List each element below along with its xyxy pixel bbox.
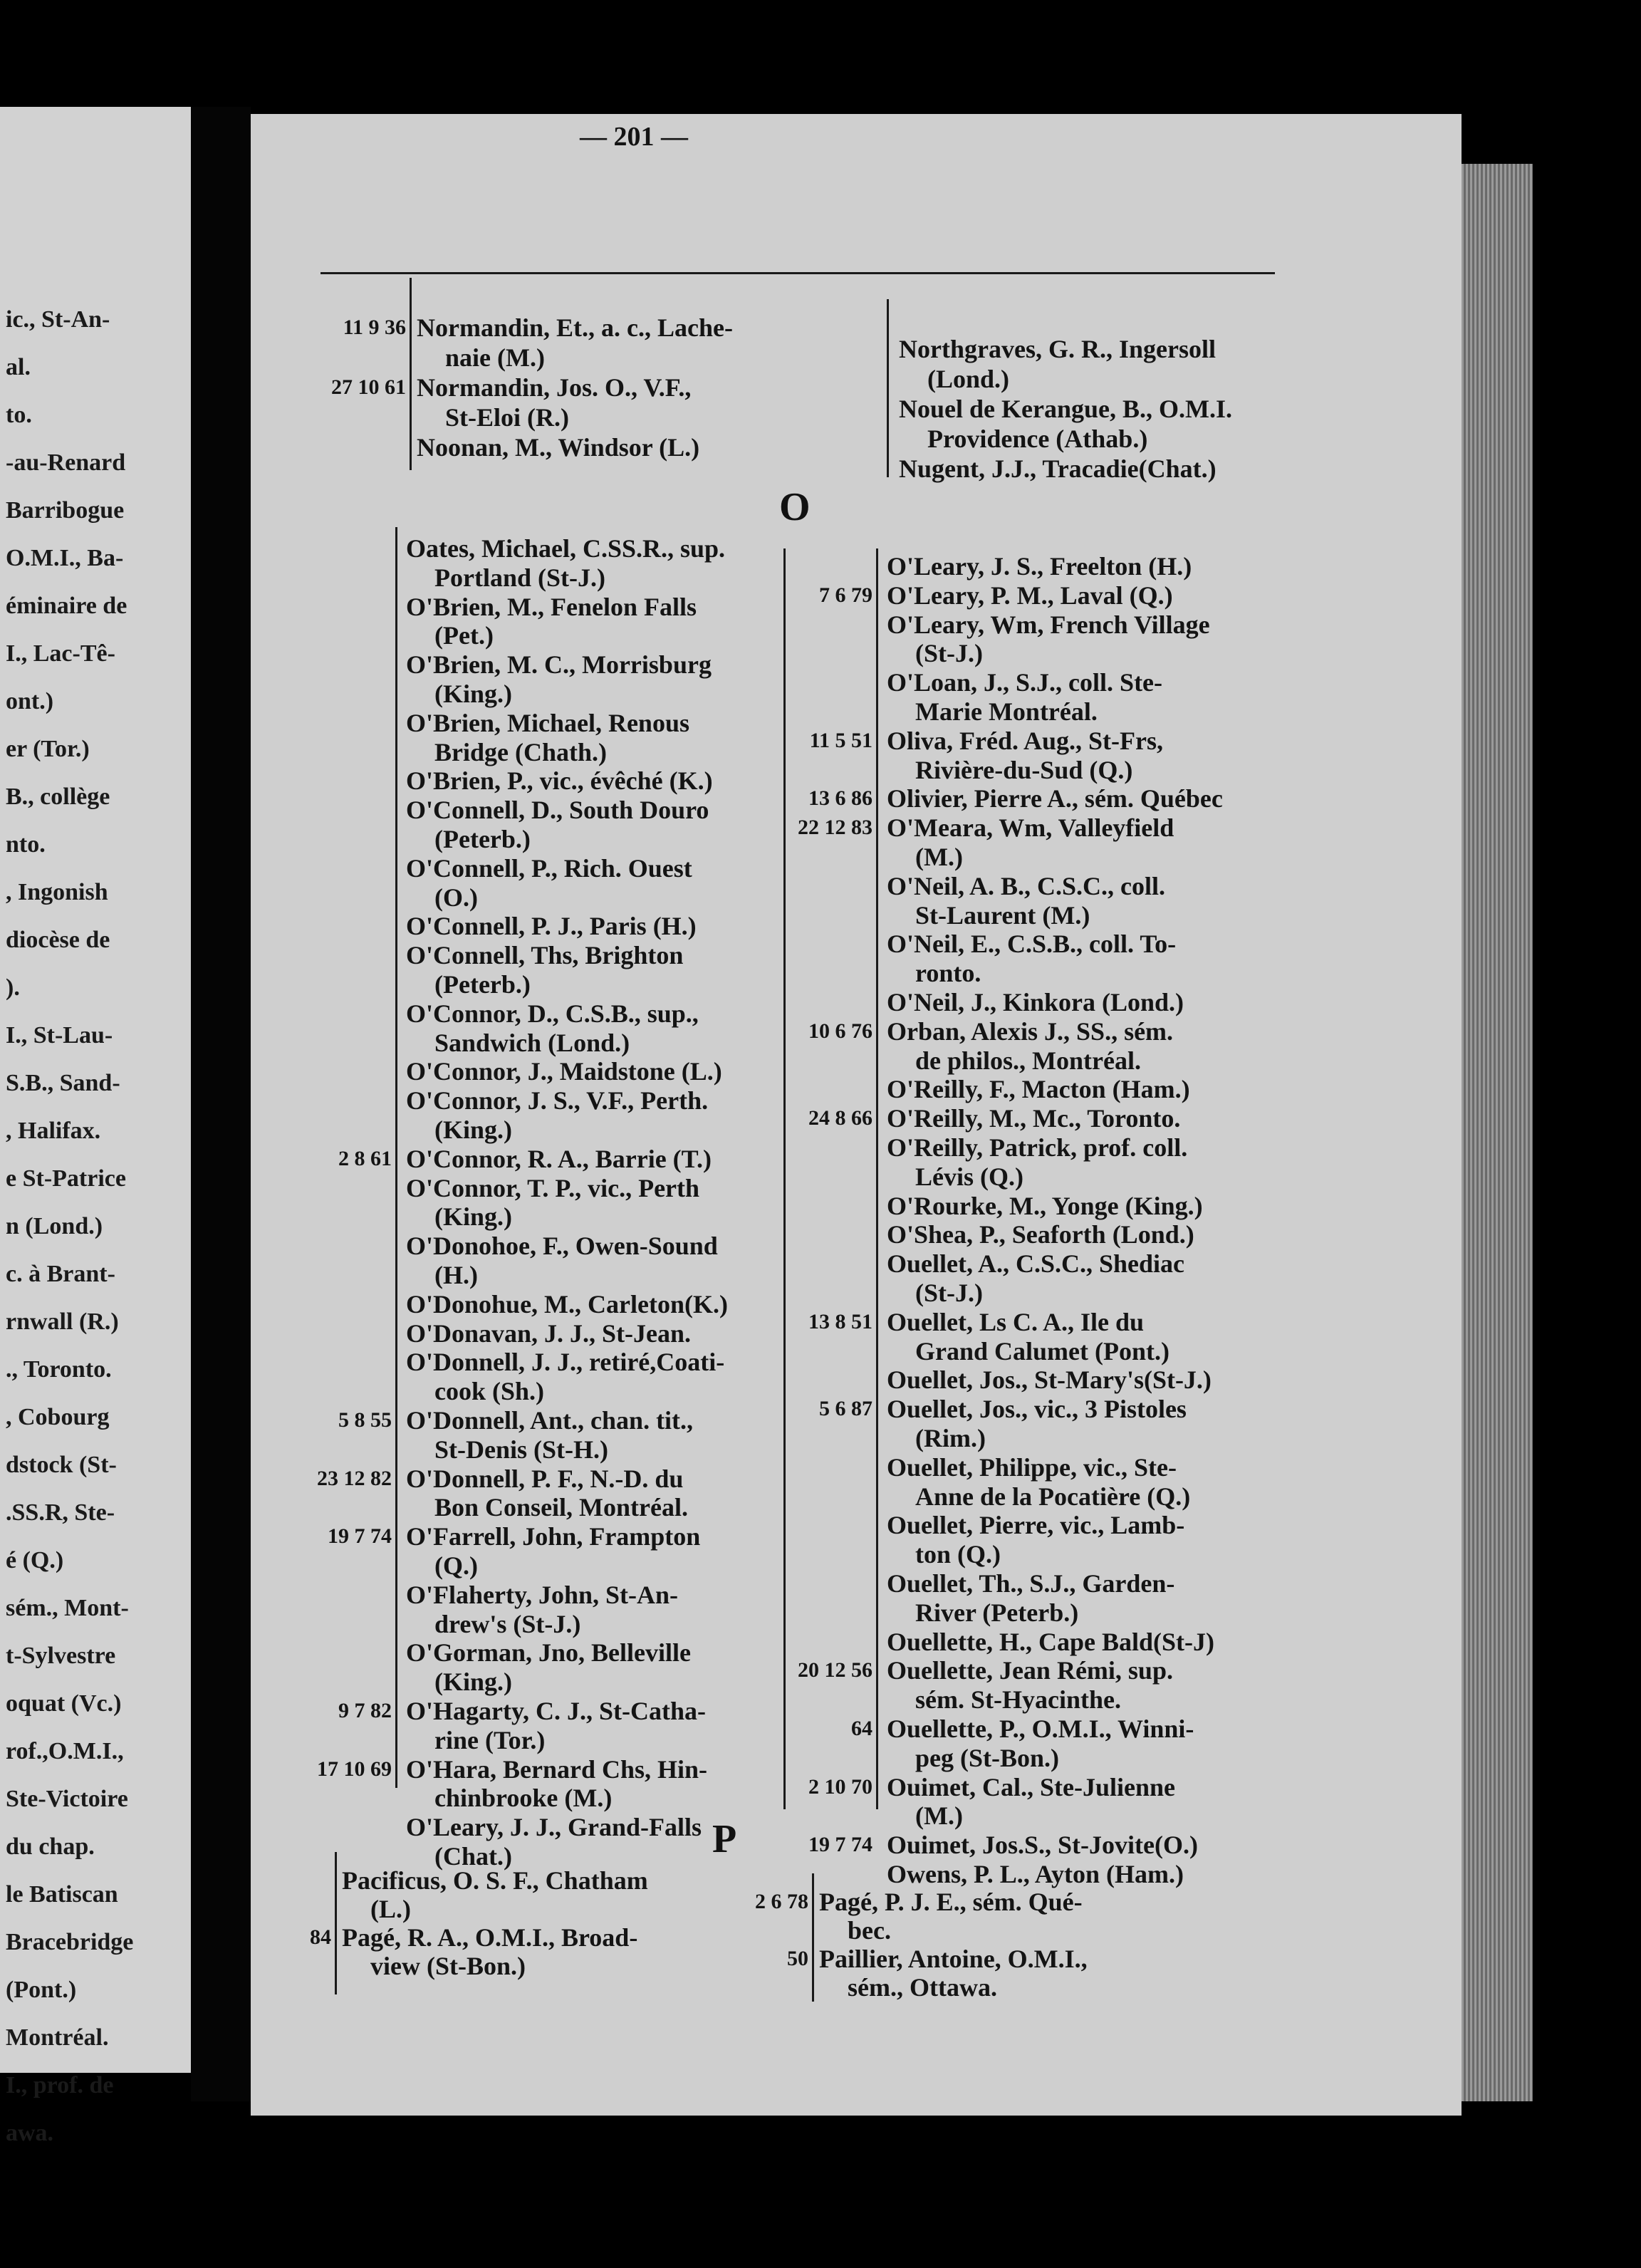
column-rule	[783, 548, 786, 1809]
left-page-fragment: er (Tor.)	[6, 736, 90, 762]
o-col1-numbers: 5 8 55	[338, 1408, 392, 1432]
o-col1-entry: O'Connor, D., C.S.B., sup.,	[406, 999, 699, 1028]
o-col1-entry: chinbrooke (M.)	[434, 1784, 613, 1813]
o-col1-entry: (H.)	[434, 1261, 478, 1289]
left-page-fragment: , Halifax.	[6, 1118, 101, 1144]
p-col2-entry: bec.	[848, 1916, 891, 1945]
o-col1-entry: O'Brien, Michael, Renous	[406, 708, 689, 737]
o-col1-entry: O'Brien, M., Fenelon Falls	[406, 592, 697, 621]
left-page-fragment: , Cobourg	[6, 1404, 110, 1430]
left-page-fragment: du chap.	[6, 1833, 95, 1860]
o-col1-entry: O'Brien, M. C., Morrisburg	[406, 650, 712, 680]
left-page-fragment: ic., St-An-	[6, 306, 110, 333]
left-page-fragment: nto.	[6, 831, 46, 858]
o-col1-entry: (King.)	[434, 1668, 513, 1697]
o-col2-entry: O'Neil, E., C.S.B., coll. To-	[887, 930, 1177, 959]
left-page-fragment: al.	[6, 354, 31, 380]
section-letter-p: P	[712, 1817, 737, 1861]
column-rule	[887, 299, 889, 477]
o-col1-entry: cook (Sh.)	[434, 1377, 545, 1406]
top-left-entry: Normandin, Jos. O., V.F.,	[417, 373, 692, 402]
o-col2-entry: O'Shea, P., Seaforth (Lond.)	[887, 1220, 1194, 1249]
o-col1-entry: O'Connell, Ths, Brighton	[406, 941, 684, 970]
o-col1-entry: O'Connor, J., Maidstone (L.)	[406, 1057, 722, 1086]
left-page-fragment: to.	[6, 402, 32, 428]
o-col2-numbers: 22 12 83	[798, 816, 872, 840]
o-col1-entry: O'Donnell, P. F., N.-D. du	[406, 1464, 684, 1493]
left-page-fragment: -au-Renard	[6, 449, 126, 476]
o-col2-numbers: 10 6 76	[808, 1019, 872, 1043]
o-col2-entry: de philos., Montréal.	[915, 1046, 1142, 1075]
left-page-fragment: ., Toronto.	[6, 1356, 112, 1383]
o-col1-entry: (Peterb.)	[434, 825, 531, 853]
o-col1-entry: O'Hara, Bernard Chs, Hin-	[406, 1754, 708, 1784]
left-page-fragment: t-Sylvestre	[6, 1643, 116, 1669]
left-page-fragment: ont.)	[6, 688, 54, 714]
top-left-numbers: 11 9 36	[343, 316, 406, 339]
o-col1-entry: (Pet.)	[434, 621, 494, 650]
o-col2-entry: Ouellet, A., C.S.C., Shediac	[887, 1249, 1185, 1279]
o-col1-entry: O'Gorman, Jno, Belleville	[406, 1638, 691, 1668]
o-col1-entry: O'Leary, J. J., Grand-Falls	[406, 1813, 702, 1842]
top-left-entry: naie (M.)	[445, 343, 545, 372]
left-page-fragment: c. à Brant-	[6, 1261, 115, 1287]
o-col1-entry: O'Donavan, J. J., St-Jean.	[406, 1318, 692, 1348]
o-col2-entry: Olivier, Pierre A., sém. Québec	[887, 784, 1223, 813]
p-col1-entry: view (St-Bon.)	[370, 1952, 526, 1980]
o-col1-entry: drew's (St-J.)	[434, 1609, 581, 1638]
o-col2-entry: Oliva, Fréd. Aug., St-Frs,	[887, 726, 1163, 755]
o-col2-entry: River (Peterb.)	[915, 1598, 1079, 1627]
o-col2-entry: Owens, P. L., Ayton (Ham.)	[887, 1860, 1184, 1888]
o-col1-entry: O'Donohoe, F., Owen-Sound	[406, 1232, 718, 1261]
o-col2-entry: Ouellette, Jean Rémi, sup.	[887, 1656, 1173, 1685]
left-page-fragment: le Batiscan	[6, 1881, 118, 1908]
o-col2-entry: Ouellet, Pierre, vic., Lamb-	[887, 1511, 1185, 1540]
o-col2-entry: O'Leary, P. M., Laval (Q.)	[887, 581, 1173, 610]
o-col2-numbers: 11 5 51	[809, 728, 872, 752]
left-page-fragment: Montréal.	[6, 2024, 109, 2051]
top-left-numbers: 27 10 61	[331, 375, 406, 399]
o-col1-entry: O'Brien, P., vic., évêché (K.)	[406, 766, 713, 796]
o-col1-entry: (Peterb.)	[434, 970, 531, 999]
left-page-fragment: Barribogue	[6, 497, 125, 524]
left-page-fragment: Bracebridge	[6, 1929, 134, 1955]
left-page-fragment: (Pont.)	[6, 1977, 77, 2003]
o-col1-entry: O'Donnell, J. J., retiré,Coati-	[406, 1348, 725, 1377]
o-col2-entry: (St-J.)	[915, 639, 983, 668]
book-gutter	[191, 107, 251, 2101]
left-page-fragment: oquat (Vc.)	[6, 1690, 122, 1717]
header-rule	[321, 272, 1275, 274]
o-col2-entry: Lévis (Q.)	[915, 1162, 1023, 1191]
left-page-fragment: Ste-Victoire	[6, 1786, 128, 1812]
o-col1-entry: (Q.)	[434, 1551, 478, 1580]
o-col2-entry: O'Meara, Wm, Valleyfield	[887, 813, 1174, 843]
o-col2-entry: O'Reilly, F., Macton (Ham.)	[887, 1075, 1190, 1104]
o-col1-numbers: 2 8 61	[338, 1146, 392, 1170]
left-page-fragment: B., collège	[6, 784, 110, 810]
o-col2-entry: St-Laurent (M.)	[915, 900, 1090, 930]
o-col2-entry: peg (St-Bon.)	[915, 1743, 1060, 1772]
left-page-fragment: I., Lac-Tê-	[6, 640, 115, 667]
p-col2-entry: Paillier, Antoine, O.M.I.,	[819, 1945, 1088, 1973]
o-col1-entry: O'Connor, J. S., V.F., Perth.	[406, 1086, 709, 1115]
o-col2-entry: Ouellette, H., Cape Bald(St-J)	[887, 1627, 1214, 1656]
left-page-fragment: I., St-Lau-	[6, 1022, 113, 1049]
o-col2-entry: Grand Calumet (Pont.)	[915, 1336, 1169, 1366]
top-left-entry: St-Eloi (R.)	[445, 403, 569, 432]
column-rule	[395, 527, 397, 1788]
o-col1-numbers: 17 10 69	[317, 1757, 392, 1781]
left-page-fragment: O.M.I., Ba-	[6, 545, 124, 571]
o-col1-entry: O'Connell, P., Rich. Ouest	[406, 853, 692, 883]
column-rule	[335, 1852, 337, 1994]
o-col2-numbers: 64	[851, 1717, 872, 1740]
left-page-fragment: diocèse de	[6, 927, 110, 953]
top-right-entry: Nouel de Kerangue, B., O.M.I.	[899, 395, 1232, 423]
o-col2-numbers: 5 6 87	[819, 1397, 872, 1421]
p-col1-entry: (L.)	[370, 1895, 411, 1923]
o-col1-entry: rine (Tor.)	[434, 1725, 546, 1754]
o-col2-entry: O'Neil, A. B., C.S.C., coll.	[887, 871, 1166, 900]
o-col2-entry: Ouellette, P., O.M.I., Winni-	[887, 1715, 1194, 1743]
o-col2-entry: ton (Q.)	[915, 1540, 1001, 1569]
o-col2-entry: Ouellet, Philippe, vic., Ste-	[887, 1452, 1177, 1482]
page-edge	[1462, 164, 1533, 2101]
top-left-entry: Noonan, M., Windsor (L.)	[417, 433, 700, 462]
o-col2-entry: Ouimet, Jos.S., St-Jovite(O.)	[887, 1831, 1198, 1860]
o-col1-entry: O'Hagarty, C. J., St-Catha-	[406, 1697, 706, 1725]
left-page-fragment: dstock (St-	[6, 1452, 117, 1478]
o-col1-entry: Oates, Michael, C.SS.R., sup.	[406, 534, 726, 563]
o-col2-entry: (M.)	[915, 1801, 963, 1831]
left-page-fragment: .SS.R, Ste-	[6, 1499, 115, 1526]
o-col2-entry: Ouellet, Jos., vic., 3 Pistoles	[887, 1395, 1187, 1424]
p-col2-numbers: 2 6 78	[755, 1890, 808, 1913]
left-page-fragment: S.B., Sand-	[6, 1070, 120, 1096]
section-letter-o: O	[779, 485, 811, 529]
o-col1-entry: Bridge (Chath.)	[434, 737, 607, 766]
left-page-fragment: éminaire de	[6, 593, 127, 619]
o-col1-entry: Bon Conseil, Montréal.	[434, 1493, 688, 1522]
o-col2-entry: Ouellet, Th., S.J., Garden-	[887, 1569, 1175, 1598]
left-page-fragment: n (Lond.)	[6, 1213, 103, 1239]
o-col2-entry: O'Loan, J., S.J., coll. Ste-	[887, 668, 1163, 697]
p-col1-numbers: 84	[310, 1925, 331, 1949]
top-right-entry: Northgraves, G. R., Ingersoll	[899, 335, 1216, 363]
o-col1-entry: (O.)	[434, 883, 478, 912]
o-col2-numbers: 13 8 51	[808, 1309, 872, 1333]
p-col2-numbers: 50	[787, 1947, 808, 1970]
o-col2-numbers: 20 12 56	[798, 1658, 872, 1682]
o-col1-entry: St-Denis (St-H.)	[434, 1435, 608, 1464]
o-col2-entry: O'Leary, J. S., Freelton (H.)	[887, 552, 1192, 581]
o-col2-entry: O'Reilly, Patrick, prof. coll.	[887, 1133, 1188, 1162]
o-col2-entry: (M.)	[915, 843, 963, 871]
top-right-entry: (Lond.)	[927, 365, 1010, 393]
column-rule	[812, 1873, 814, 2002]
o-col1-entry: Sandwich (Lond.)	[434, 1028, 630, 1057]
o-col1-entry: (King.)	[434, 1202, 513, 1232]
p-col2-entry: sém., Ottawa.	[848, 1973, 997, 2002]
left-page-fragment: sém., Mont-	[6, 1595, 129, 1621]
o-col2-numbers: 7 6 79	[819, 583, 872, 607]
o-col2-entry: Ouimet, Cal., Ste-Julienne	[887, 1772, 1175, 1801]
top-right-entry: Nugent, J.J., Tracadie(Chat.)	[899, 454, 1217, 483]
o-col1-entry: (King.)	[434, 1115, 513, 1144]
left-page-fragment: rof.,O.M.I.,	[6, 1738, 124, 1764]
left-page-fragment: , Ingonish	[6, 879, 108, 905]
left-page-fragment: awa.	[6, 2120, 54, 2146]
o-col1-entry: O'Flaherty, John, St-An-	[406, 1580, 679, 1609]
o-col1-entry: (Chat.)	[434, 1842, 512, 1871]
o-col1-entry: (King.)	[434, 680, 513, 708]
o-col2-entry: Marie Montréal.	[915, 697, 1098, 726]
o-col1-numbers: 23 12 82	[317, 1466, 392, 1490]
o-col1-entry: O'Farrell, John, Frampton	[406, 1522, 701, 1551]
o-col1-entry: O'Connor, R. A., Barrie (T.)	[406, 1144, 712, 1173]
o-col2-numbers: 19 7 74	[808, 1833, 872, 1857]
o-col1-entry: O'Donnell, Ant., chan. tit.,	[406, 1406, 694, 1435]
o-col2-entry: Orban, Alexis J., SS., sém.	[887, 1016, 1174, 1046]
o-col2-entry: O'Neil, J., Kinkora (Lond.)	[887, 988, 1184, 1016]
p-col1-entry: Pagé, R. A., O.M.I., Broad-	[342, 1923, 638, 1952]
o-col1-entry: O'Connor, T. P., vic., Perth	[406, 1173, 700, 1202]
o-col2-entry: (Rim.)	[915, 1424, 986, 1452]
o-col1-numbers: 9 7 82	[338, 1699, 392, 1722]
o-col1-entry: O'Connell, D., South Douro	[406, 796, 709, 825]
o-col2-numbers: 13 6 86	[808, 786, 872, 811]
column-rule	[876, 548, 878, 1809]
o-col2-entry: O'Reilly, M., Mc., Toronto.	[887, 1104, 1181, 1133]
top-left-entry: Normandin, Et., a. c., Lache-	[417, 313, 733, 342]
o-col2-entry: sém. St-Hyacinthe.	[915, 1685, 1121, 1715]
top-right-entry: Providence (Athab.)	[927, 425, 1148, 453]
o-col1-entry: Portland (St-J.)	[434, 563, 605, 592]
left-page-fragment: e St-Patrice	[6, 1165, 126, 1192]
o-col1-numbers: 19 7 74	[328, 1524, 392, 1549]
o-col2-entry: Rivière-du-Sud (Q.)	[915, 755, 1133, 784]
left-page-fragment: rnwall (R.)	[6, 1309, 119, 1335]
column-rule	[410, 278, 412, 470]
left-page-fragment: é (Q.)	[6, 1547, 64, 1573]
o-col1-entry: O'Connell, P. J., Paris (H.)	[406, 912, 697, 941]
o-col2-entry: (St-J.)	[915, 1279, 983, 1307]
o-col1-entry: O'Donohue, M., Carleton(K.)	[406, 1289, 728, 1318]
left-page-fragment: ).	[6, 974, 20, 1001]
o-col2-entry: O'Leary, Wm, French Village	[887, 610, 1210, 639]
o-col2-entry: Anne de la Pocatière (Q.)	[915, 1482, 1191, 1511]
p-col2-entry: Pagé, P. J. E., sém. Qué-	[819, 1888, 1083, 1916]
o-col2-entry: ronto.	[915, 959, 981, 988]
left-page-fragment: I., prof. de	[6, 2072, 114, 2098]
p-col1-entry: Pacificus, O. S. F., Chatham	[342, 1866, 648, 1895]
page-number: — 201 —	[580, 122, 688, 152]
o-col2-entry: O'Rourke, M., Yonge (King.)	[887, 1191, 1203, 1220]
o-col2-numbers: 24 8 66	[808, 1106, 872, 1130]
o-col2-entry: Ouellet, Ls C. A., Ile du	[887, 1307, 1145, 1336]
left-page	[0, 107, 191, 2146]
o-col2-numbers: 2 10 70	[808, 1774, 872, 1799]
o-col2-entry: Ouellet, Jos., St-Mary's(St-J.)	[887, 1366, 1212, 1395]
